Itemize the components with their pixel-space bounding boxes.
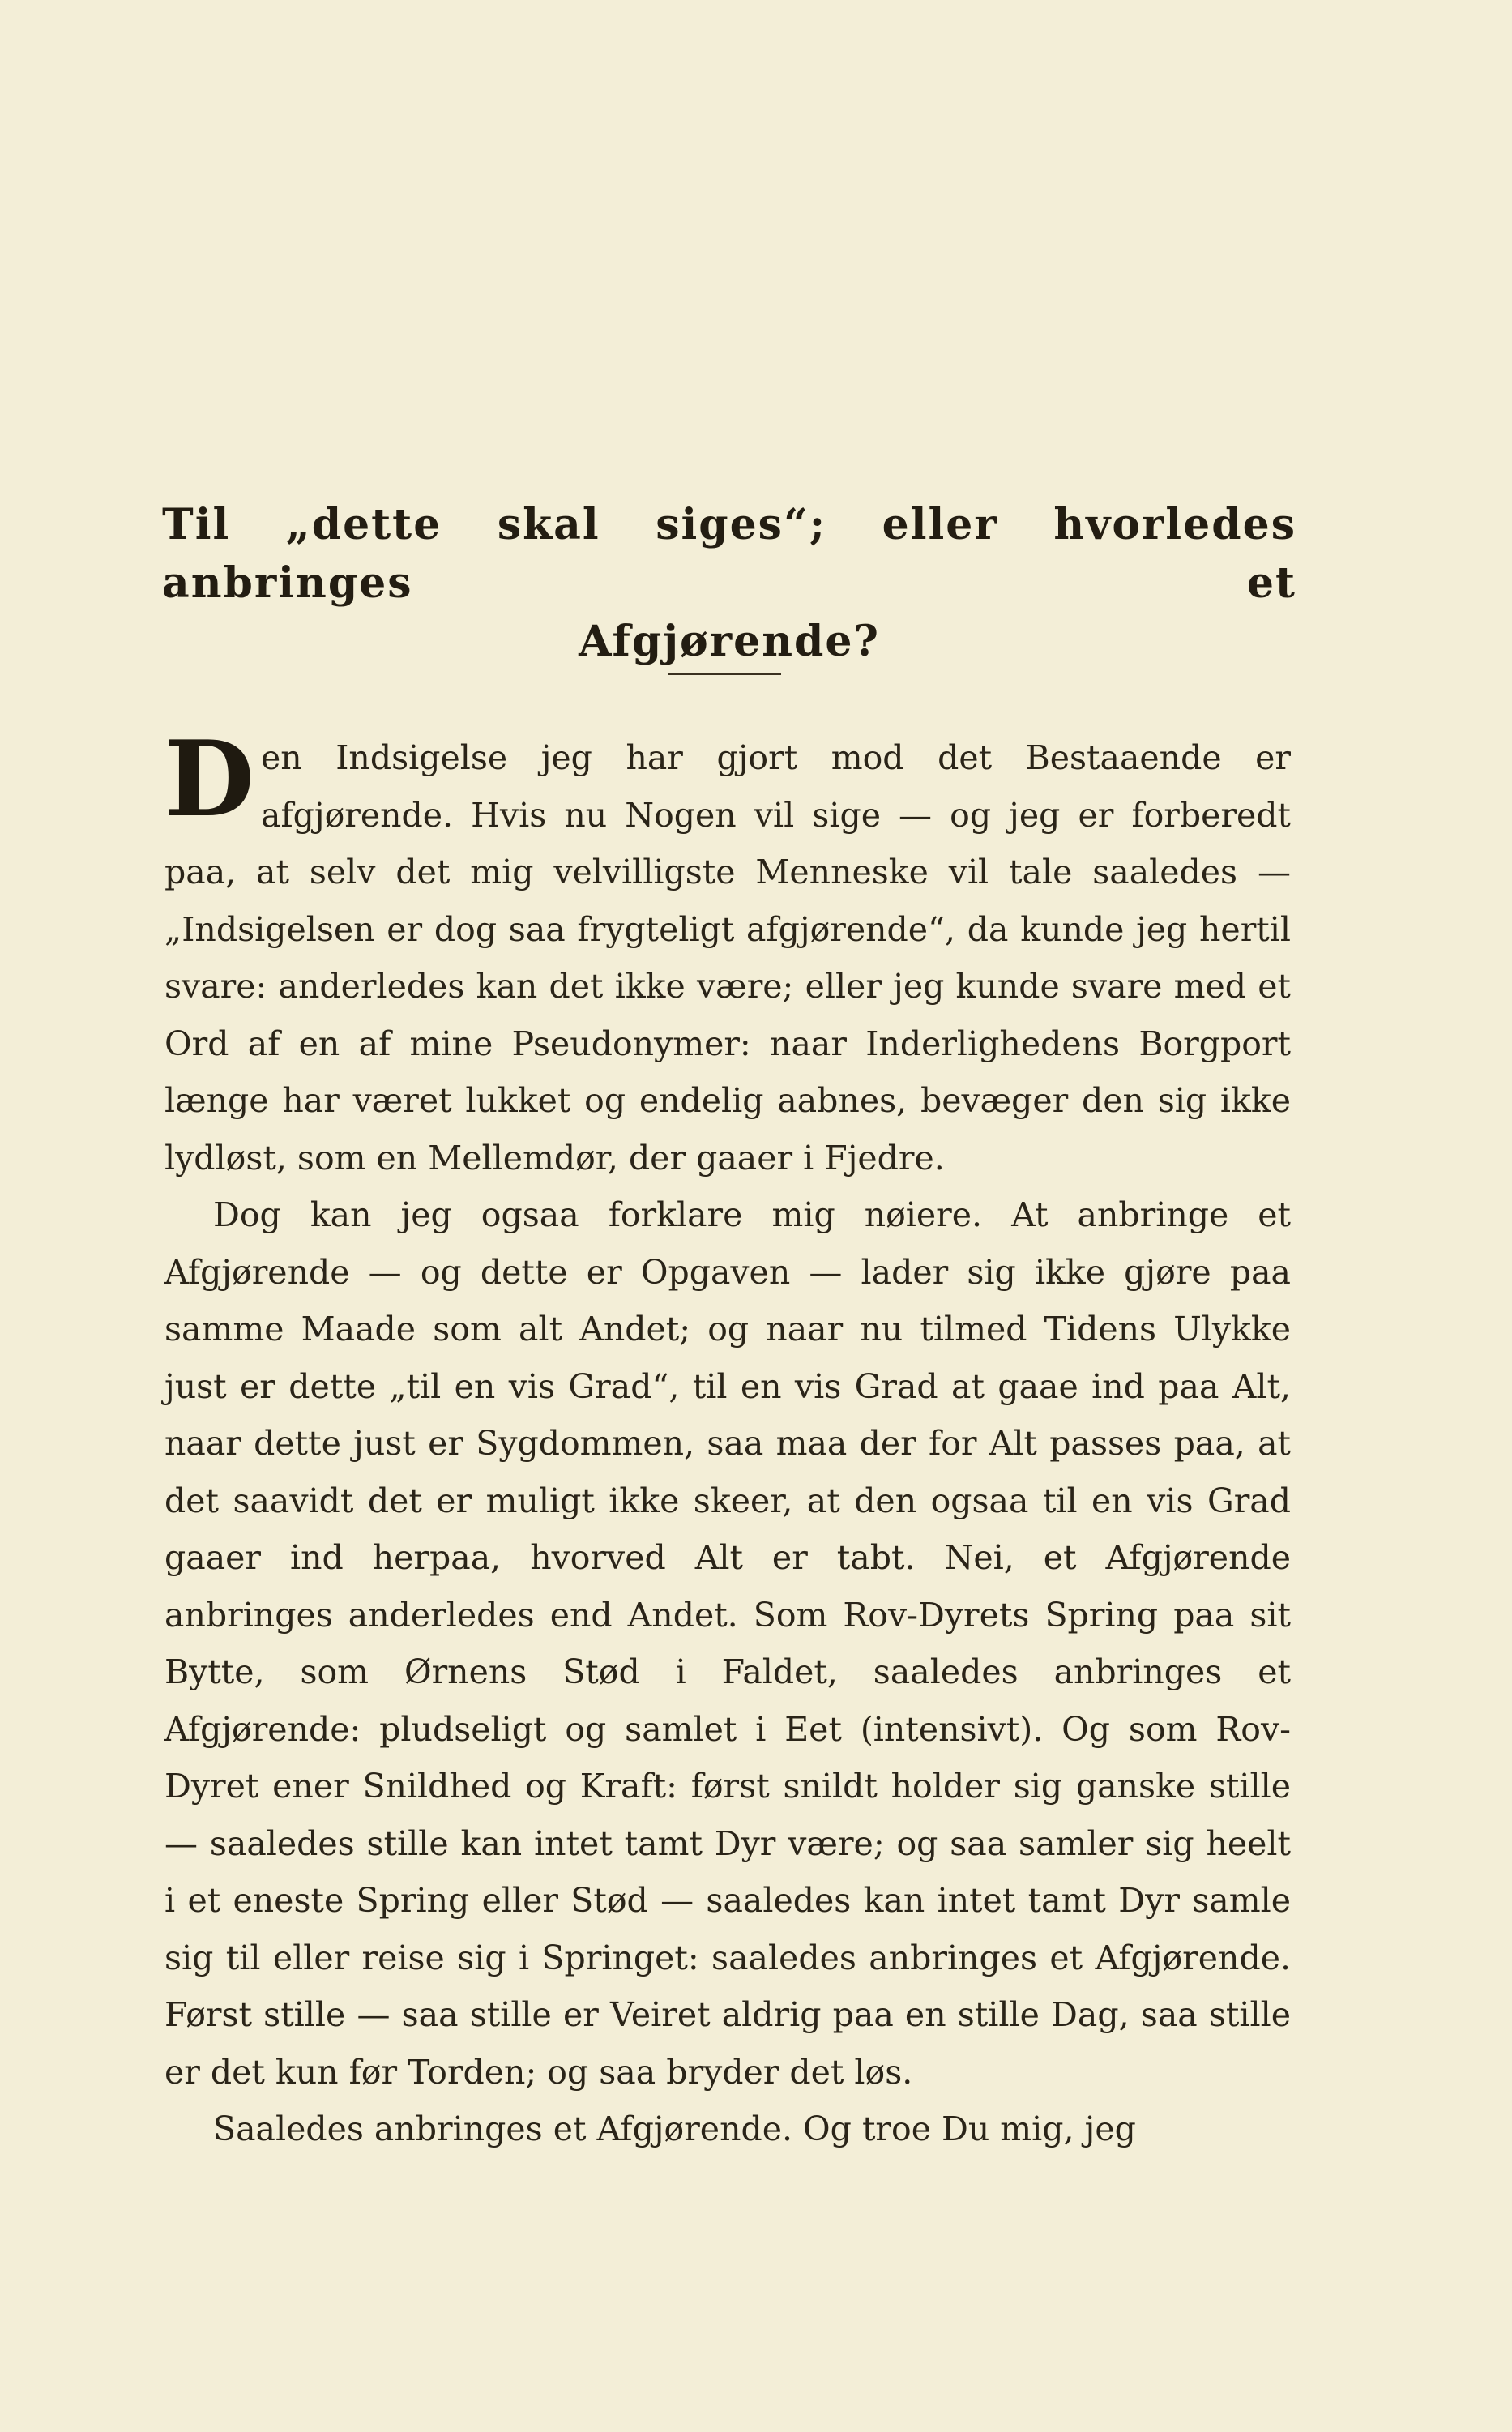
paragraph-1-text: en Indsigelse jeg har gjort mod det Bestaaende er afgjørende. Hvis nu Nogen vil sige — og jeg er forberedt paa, at selv det mig velvilligste Menneske vil tale saaledes — „Indsigelsen er dog saa frygteligt afgjørende“, da kunde jeg hertil svare: anderledes kan det ikke være; eller jeg kunde svare med et Ord af en af mine Pseudonymer: naar Inderlighedens Borgport længe har været lukket og endelig aabnes, bevæger den sig ikke lydløst, som en Mellemdør, der gaaer i Fjedre. (164, 738, 1291, 1178)
title-divider (668, 673, 781, 675)
paragraph-3: Saaledes anbringes et Afgjørende. Og troe Du mig, jeg (213, 2109, 1136, 2148)
paragraph-2: Dog kan jeg ogsaa forklare mig nøiere. At anbringe et Afgjørende — og dette er Opgaven — lader sig ikke gjøre paa samme Maade som alt Andet; og naar nu tilmed Tidens Ulykke just er dette „til en vis Grad“, til en vis Grad at gaae ind paa Alt, naar dette just er Sygdommen, saa maa der for Alt passes paa, at det saavidt det er muligt ikke skeer, at den ogsaa til en vis Grad gaaer ind herpaa, hvorved Alt er tabt. Nei, et Afgjørende anbringes anderledes end Andet. Som Rov-Dyrets Spring paa sit Bytte, som Ørnens Stød i Faldet, saaledes anbringes et Afgjørende: pludseligt og samlet i Eet (intensivt). Og som Rov-Dyret ener Snildhed og Kraft: først snildt holder sig ganske stille — saaledes stille kan intet tamt Dyr være; og saa samler sig heelt i et eneste Spring eller Stød — saaledes kan intet tamt Dyr samle sig til eller reise sig i Springet: saaledes anbringes et Afgjørende. Først stille — saa stille er Veiret aldrig paa en stille Dag, saa stille er det kun før Torden; og saa bryder det løs. (164, 1195, 1291, 2092)
paragraph-1 (164, 719, 1291, 1186)
drop-cap: D (164, 719, 254, 840)
chapter-title-line-1: Til „dette skal siges“; eller hvorledes anbringes et (162, 500, 1296, 608)
chapter-title (162, 496, 1296, 671)
chapter-title-line-2: Afgjørende? (579, 617, 880, 666)
body-text (164, 719, 1291, 2158)
